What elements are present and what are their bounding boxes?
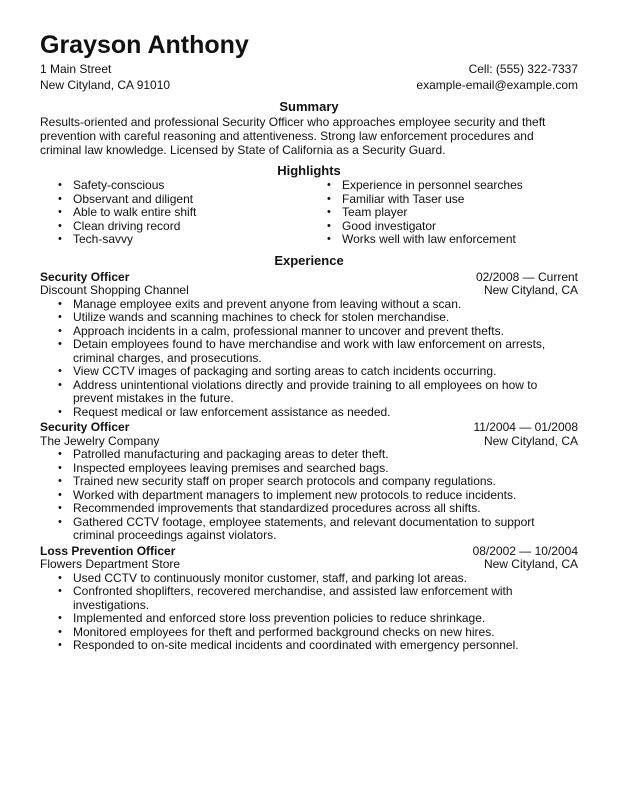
highlight-item: • Works well with law enforcement	[309, 233, 578, 247]
job-location: New Cityland, CA	[483, 433, 578, 448]
job-duties	[40, 298, 578, 420]
job-dates: 11/2004 — 01/2008	[473, 420, 578, 434]
contact-info	[40, 61, 578, 93]
job-duty: • Manage employee exits and prevent anyone from leaving without a scan.	[40, 298, 578, 312]
job-subheader	[40, 435, 578, 449]
contact-block	[416, 61, 578, 93]
job-duty: • Patrolled manufacturing and packaging areas to deter theft.	[40, 448, 578, 462]
job-duty: • Approach incidents in a calm, professional manner to uncover and prevent thefts.	[40, 325, 578, 339]
address-line-1: 1 Main Street	[40, 62, 112, 76]
job-duties	[40, 448, 578, 543]
job-duty: • Gathered CCTV footage, employee statements, and relevant documentation to support criminal proceedings against violators.	[40, 516, 578, 543]
job-duty: • Responded to on-site medical incidents and coordinated with emergency personnel.	[40, 639, 578, 653]
job-duty: • Inspected employees leaving premises and searched bags.	[40, 462, 578, 476]
job-entry	[40, 421, 578, 543]
email: example-email@example.com	[416, 78, 578, 92]
job-location: New Cityland, CA	[483, 283, 578, 297]
job-header	[40, 421, 578, 435]
job-duty: • Request medical or law enforcement assistance as needed.	[40, 406, 578, 420]
highlight-item: • Familiar with Taser use	[309, 193, 578, 207]
job-dates: 02/2008 — Current	[475, 269, 578, 284]
job-entry	[40, 545, 578, 653]
job-title: Loss Prevention Officer	[40, 543, 176, 558]
highlights-heading: Highlights	[277, 163, 341, 178]
highlight-item: • Observant and diligent	[40, 193, 309, 207]
job-header	[40, 271, 578, 285]
summary-text: Results-oriented and professional Security Officer who approaches employee security and theft prevention with careful reasoning and attentiveness. Strong law enforcement procedures and criminal law knowledge. Licensed by State of California as a Security Guard.	[40, 115, 546, 157]
highlight-item: • Team player	[309, 206, 578, 220]
highlights-right	[309, 179, 578, 247]
highlights-left	[40, 179, 309, 247]
job-subheader	[40, 558, 578, 572]
job-duties	[40, 572, 578, 653]
highlight-item: • Able to walk entire shift	[40, 206, 309, 220]
job-company: Flowers Department Store	[40, 557, 181, 571]
job-duty: • Recommended improvements that standardized procedures across all shifts.	[40, 502, 578, 516]
experience-heading: Experience	[274, 252, 344, 268]
job-header	[40, 545, 578, 559]
candidate-name: Grayson Anthony	[40, 31, 249, 59]
job-duty: • Confronted shoplifters, recovered merchandise, and assisted law enforcement with investigations.	[40, 585, 578, 612]
summary-heading: Summary	[279, 99, 339, 114]
job-location: New Cityland, CA	[483, 557, 578, 571]
highlight-item: • Clean driving record	[40, 220, 309, 234]
job-duty: • Implemented and enforced store loss prevention policies to reduce shrinkage.	[40, 612, 578, 626]
highlight-item: • Safety-conscious	[40, 179, 309, 193]
job-subheader	[40, 284, 578, 298]
job-duty: • Monitored employees for theft and performed background checks on new hires.	[40, 626, 578, 640]
highlights-list	[40, 179, 578, 247]
job-dates: 08/2002 — 10/2004	[472, 543, 578, 558]
job-title: Security Officer	[40, 269, 130, 284]
job-company: The Jewelry Company	[40, 433, 160, 448]
job-duty: • Detain employees found to have merchandise and work with law enforcement on arrests, criminal charges, and prosecutions.	[40, 338, 578, 365]
highlight-item: • Experience in personnel searches	[309, 179, 578, 193]
job-duty: • Address unintentional violations directly and provide training to all employees on how to prevent mistakes in the future.	[40, 379, 578, 406]
resume-page	[40, 30, 578, 653]
job-title: Security Officer	[40, 420, 130, 434]
address-line-2: New Cityland, CA 91010	[40, 78, 171, 92]
job-duty: • Utilize wands and scanning machines to check for stolen merchandise.	[40, 311, 578, 325]
job-duty: • Worked with department managers to implement new protocols to reduce incidents.	[40, 489, 578, 503]
address-block	[40, 61, 170, 93]
job-company: Discount Shopping Channel	[40, 283, 189, 297]
job-duty: • View CCTV images of packaging and sorting areas to catch incidents occurring.	[40, 365, 578, 379]
job-duty: • Used CCTV to continuously monitor customer, staff, and parking lot areas.	[40, 572, 578, 586]
highlight-item: • Good investigator	[309, 220, 578, 234]
phone: Cell: (555) 322-7337	[468, 62, 578, 76]
job-entry	[40, 271, 578, 420]
job-duty: • Trained new security staff on proper search protocols and company regulations.	[40, 475, 578, 489]
highlight-item: • Tech-savvy	[40, 233, 309, 247]
